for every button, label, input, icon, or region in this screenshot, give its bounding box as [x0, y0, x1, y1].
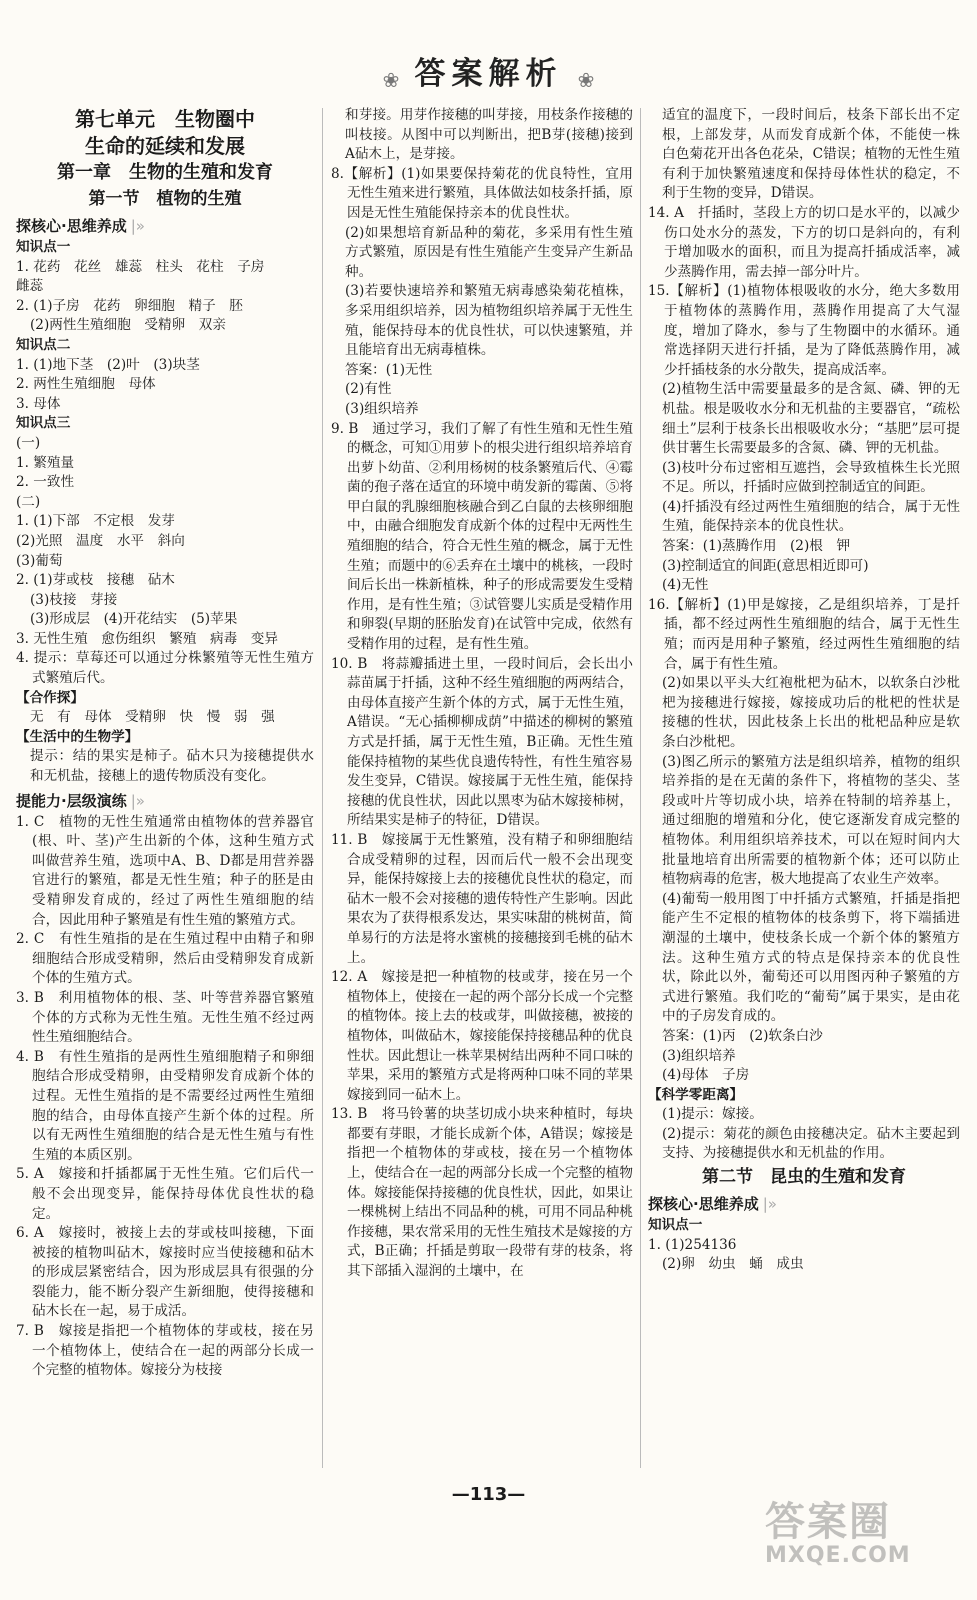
answer-line: 2. 两性生殖细胞 母体 — [16, 376, 156, 393]
question-answer: 5. A 嫁接和扦插都属于无性生殖。它们后代一般不会出现变异，能保持母体优良性状的稳定。 — [16, 1166, 314, 1222]
question-answer: 14. A 扦插时，茎段上方的切口是水平的，以减少伤口处水分的蒸发，下方的切口是斜向的，有利于增加吸水的面积，而且为提高扦插成活率，减少蒸腾作用，需去掉一部分叶片。 — [648, 204, 960, 280]
answer-line: 2. 一致性 — [16, 474, 75, 491]
answer-paragraph: (4)扦插没有经过两性生殖细胞的结合，属于无性生殖，能保持亲本的优良性状。 — [662, 498, 960, 535]
watermark-logo — [765, 1490, 955, 1580]
answer-paragraph: (2)提示：菊花的颜色由接穗决定。砧木主要起到支持、为接穗提供水和无机盐的作用。 — [662, 1125, 960, 1162]
answer-line: 4. 提示：草莓还可以通过分株繁殖等无性生殖方式繁殖后代。 — [16, 650, 314, 687]
answer-line: (二) — [16, 493, 41, 510]
question-answer: 1. C 植物的无性生殖通常由植物体的营养器官(根、叶、茎)产生出新的个体，这种生殖方式叫做营养生殖，选项中A、B、D都是用营养器官进行的繁殖，都是无性生殖；种子的胚是由受精卵发育成的，经过了两性生殖细胞的结合，因此用种子繁殖是有性生殖的繁殖方式。 — [16, 813, 314, 928]
answer-paragraph: (4)葡萄一般用图丁中扦插方式繁殖，扦插是指把能产生不定根的植物体的枝条剪下，将下端插进潮湿的土壤中，使枝条长成一个新个体的繁殖方法。这种生殖方式的特点是保持亲本的优良性状，除此以外，葡萄还可以用图丙种子繁殖的方式进行繁殖。我们吃的“葡萄”属于果实，是由花中的子房发育成的。 — [662, 890, 960, 1025]
answer-line: (2)卵 幼虫 蛹 成虫 — [662, 1256, 804, 1273]
answer-line: (3)葡萄 — [16, 552, 63, 569]
question-answer: 8.【解析】(1)如果要保持菊花的优良特性，宜用无性生殖来进行繁殖，具体做法如枝条扦插，原因是无性生殖能保持亲本的优良性状。 — [331, 165, 633, 221]
subsection-tag: 【生活中的生物学】 — [16, 728, 139, 745]
section-title: 第二节 昆虫的生殖和发育 — [702, 1167, 906, 1188]
answer-paragraph: 和芽接。用芽作接穗的叫芽接，用枝条作接穗的叫枝接。从图中可以判断出，把B芽(接穗)接到A砧木上，是芽接。 — [345, 107, 633, 163]
answer-paragraph: (3)若要快速培养和繁殖无病毒感染菊花植株，多采用组织培养，因为植物组织培养属于无性生殖，能保持母本的优良性状，可以快速繁殖，并且能培育出无病毒植株。 — [345, 283, 633, 359]
answer-line: (2)两性生殖细胞 受精卵 双亲 — [30, 317, 226, 334]
question-answer: 4. B 有性生殖指的是两性生殖细胞精子和卵细胞结合形成受精卵，由受精卵发育成新个体的过程。无性生殖指的是不需要经过两性生殖细胞的结合，由母体直接产生新个体的过程。所以有无两性生殖细胞的结合是无性生殖与有性生殖的本质区别。 — [16, 1048, 314, 1163]
page-header — [0, 48, 977, 93]
answer-line: (2)光照 温度 水平 斜向 — [16, 532, 185, 549]
answer-line: 2. (1)芽或枝 接穗 砧木 — [16, 572, 175, 589]
answer-paragraph: 适宜的温度下，一段时间后，枝条下部长出不定根，上部发芽，从而发育成新个体，不能使一株白色菊花开出各色花朵，C错误；植物的无性生殖有利于加快繁殖速度和保持母体性状的稳定，不利于生物的变异，D错误。 — [662, 107, 960, 202]
answer-paragraph: (2)如果以平头大红袍枇杷为砧木，以软条白沙枇杷为接穗进行嫁接，嫁接成功后的枇杷的性状是接穗的性状，因此枝条上长出的枇杷品种应是软条白沙枇杷。 — [662, 675, 960, 750]
question-answer: 2. C 有性生殖指的是在生殖过程中由精子和卵细胞结合形成受精卵，然后由受精卵发育成新个体的生殖方式。 — [16, 931, 314, 987]
section-banner — [16, 214, 314, 238]
knowledge-point-heading: 知识点一 — [16, 239, 71, 255]
answer-line: (4)无性 — [662, 577, 709, 594]
answer-line: 无 有 母体 受精卵 快 慢 弱 强 — [30, 709, 275, 726]
section-title: 第一节 植物的生殖 — [88, 189, 242, 209]
answer-line: (一) — [16, 434, 41, 451]
answer-line: 3. 无性生殖 愈伤组织 繁殖 病毒 变异 — [16, 630, 278, 647]
answer-line: 1. (1)254136 — [648, 1236, 737, 1253]
answer-line: 答案：(1)丙 (2)软条白沙 — [662, 1027, 823, 1044]
column-divider — [322, 108, 323, 1468]
question-answer: 13. B 将马铃薯的块茎切成小块来种植时，每块都要有芽眼，才能长成新个体，A错误；嫁接是指把一个植物体的芽或枝，接在另一个植物体上，使结合在一起的两部分长成一个完整的植物体。嫁接能保持接穗的优良性状，因此，如果让一棵桃树上结出不同品种的桃，可用不同品种桃作接穗，果农常采用的无性生殖技术是嫁接的方式，B正确；扦插是剪取一段带有芽的枝条，将其下部插入湿润的土壤中，在 — [331, 1106, 633, 1280]
column-1 — [16, 106, 314, 1476]
question-answer: 11. B 嫁接属于无性繁殖，没有精子和卵细胞结合成受精卵的过程，因而后代一般不会出现变异，能保持嫁接上去的接穗优良性状的稳定，而砧木一般不会对接穗的遗传特性产生影响。因此果农为了获得根系发达，果实味甜的桃树苗，简单易行的方法是将水蜜桃的接穗接到毛桃的砧木上。 — [331, 831, 633, 966]
chapter-title: 第一章 生物的生殖和发育 — [57, 162, 273, 183]
answer-line: (3)形成层 (4)开花结实 (5)苹果 — [30, 611, 238, 628]
answer-line: 答案：(1)蒸腾作用 (2)根 钾 — [662, 538, 851, 555]
banner-label: 探核心·思维养成 — [16, 217, 127, 235]
chevron-right-icon: |» — [762, 1195, 777, 1214]
answer-line: (3)控制适宜的间距(意思相近即可) — [662, 557, 869, 574]
answer-line: 1. 花药 花丝 雄蕊 柱头 花柱 子房 — [16, 258, 265, 275]
question-answer: 6. A 嫁接时，被接上去的芽或枝叫接穗，下面被接的植物叫砧木，嫁接时应当使接穗和砧木的形成层紧密结合，因为形成层具有很强的分裂能力，能不断分裂产生新细胞，使得接穗和砧木长在一起，易于成活。 — [16, 1225, 314, 1320]
answer-line: 2. (1)子房 花药 卵细胞 精子 胚 — [16, 297, 243, 314]
answer-line: (4)母体 子房 — [662, 1067, 750, 1084]
answer-paragraph: (1)提示：嫁接。 — [662, 1106, 763, 1123]
knowledge-point-heading: 知识点一 — [648, 1217, 703, 1234]
answer-line: 答案：(1)无性 — [345, 361, 433, 378]
question-answer: 10. B 将蒜瓣插进土里，一段时间后，会长出小蒜苗属于扦插，这种不经生殖细胞的两两结合，由母体直接产生新个体的方式，属于无性生殖，A错误。“无心插柳柳成荫”中描述的柳树的繁殖方式是扦插，属于无性生殖，B正确。无性生殖能保持植物的某些优良遗传特性，有性生殖容易发生变异，C错误。嫁接属于无性生殖，能保持接穗的优良性状，因此以黑枣为砧木嫁接柿树，所结果实是柿子的特征，D错误。 — [331, 655, 633, 829]
banner-label: 提能力·层级演练 — [16, 791, 127, 810]
subsection-tag: 【科学零距离】 — [648, 1086, 744, 1103]
answer-line: (3)组织培养 — [662, 1047, 736, 1064]
ornament-right-icon: ❀ — [577, 67, 595, 92]
answer-paragraph: (3)枝叶分布过密相互遮挡，会导致植株生长光照不足。所以，扦插时应做到控制适宜的间距。 — [662, 459, 960, 496]
answer-paragraph: (2)如果想培育新品种的菊花，多采用有性生殖方式繁殖，原因是有性生殖能产生变异产生新品种。 — [345, 224, 633, 280]
banner-label: 探核心·思维养成 — [648, 1195, 759, 1214]
question-answer: 9. B 通过学习，我们了解了有性生殖和无性生殖的概念，可知①用萝卜的根尖进行组织培养培育出萝卜幼苗、②利用杨树的枝条繁殖后代、④霉菌的孢子落在适宜的环境中萌发新的霉菌、⑤将甲白鼠的乳腺细胞核融合到乙白鼠的去核卵细胞中，由融合细胞发育成新个体的过程中无两性生殖细胞的结合，符合无性生殖的概念，属于无性生殖；而题中的⑥丢弃在土壤中的桃核，一段时间后长出一株新植株，种子的形成需要发生受精作用，是有性生殖；③试管婴儿实质是受精作用和卵裂(早期的胚胎发育)在试管中完成，依然有受精作用的过程，是有性生殖。 — [331, 420, 633, 653]
unit-title: 第七单元 生物圈中 — [75, 107, 255, 131]
question-answer: 7. B 嫁接是指把一个植物体的芽或枝，接在另一个植物体上，使结合在一起的两部分长成一个完整的植物体。嫁接分为枝接 — [16, 1323, 314, 1379]
unit-title: 生命的延续和发展 — [85, 134, 245, 158]
knowledge-point-heading: 知识点二 — [16, 336, 71, 353]
page-number: —113— — [451, 1484, 526, 1505]
answer-line: 1. (1)地下茎 (2)叶 (3)块茎 — [16, 356, 200, 373]
knowledge-point-heading: 知识点三 — [16, 415, 71, 432]
ornament-left-icon: ❀ — [382, 67, 400, 92]
chevron-right-icon: |» — [130, 791, 145, 810]
question-answer: 16.【解析】(1)甲是嫁接，乙是组织培养，丁是扦插，都不经过两性生殖细胞的结合，属于无性生殖；而丙是用种子繁殖，经过两性生殖细胞的结合，属于有性生殖。 — [648, 596, 960, 672]
answer-paragraph: (3)图乙所示的繁殖方法是组织培养，植物的组织培养指的是在无菌的条件下，将植物的茎尖、茎段或叶片等切成小块，培养在特制的培养基上，通过细胞的增殖和分化，使它逐渐发育成完整的植物体。利用组织培养技术，可以在短时间内大批量地培育出所需要的植物新个体；还可以防止植物病毒的危害，极大地提高了农业生产效率。 — [662, 753, 960, 888]
chevron-right-icon: |» — [130, 217, 145, 235]
watermark-text: 答案圈 — [765, 1499, 891, 1545]
answer-line: 1. 繁殖量 — [16, 454, 75, 471]
watermark-url: MXQE.COM — [765, 1543, 911, 1568]
answer-line: (3)枝接 芽接 — [30, 591, 118, 608]
answer-line: (3)组织培养 — [345, 400, 419, 417]
answer-line: 1. (1)下部 不定根 发芽 — [16, 513, 175, 530]
page-title: 答案解析 — [414, 56, 563, 92]
section-banner — [648, 1192, 960, 1216]
answer-paragraph: (2)植物生活中需要量最多的是含氮、磷、钾的无机盐。根是吸收水分和无机盐的主要器官，“疏松细土”层利于枝条长出根吸收水分；“基肥”层可提供甘薯生长需要最多的含氮、磷、钾的无机盐。 — [662, 381, 960, 457]
answer-line: 3. 母体 — [16, 395, 61, 412]
subsection-tag: 【合作探】 — [16, 689, 84, 706]
question-answer: 3. B 利用植物体的根、茎、叶等营养器官繁殖个体的方式称为无性生殖。无性生殖不经过两性生殖细胞结合。 — [16, 989, 314, 1046]
section-banner — [16, 789, 314, 813]
answer-paragraph: 提示：结的果实是柿子。砧木只为接穗提供水和无机盐，接穗上的遗传物质没有变化。 — [30, 748, 314, 785]
answer-line: 雌蕊 — [16, 278, 44, 295]
column-3 — [648, 106, 960, 1476]
column-divider — [640, 108, 641, 1468]
question-answer: 15.【解析】(1)植物体根吸收的水分，绝大多数用于植物体的蒸腾作用，蒸腾作用提高了大气湿度，增加了降水，参与了生物圈中的水循环。通常选择阴天进行扦插，是为了降低蒸腾作用，减少扦插枝条的水分散失，提高成活率。 — [648, 283, 960, 378]
question-answer: 12. A 嫁接是把一种植物的枝或芽，接在另一个植物体上，使接在一起的两个部分长成一个完整的植物体。接上去的枝或芽，叫做接穗，被接的植物体，叫做砧木，嫁接能保持接穗品种的优良性状。因此想让一株苹果树结出两种不同口味的苹果，采用的繁殖方式是将两种口味不同的苹果嫁接到同一砧木上。 — [331, 969, 633, 1103]
column-2 — [331, 106, 633, 1476]
answer-line: (2)有性 — [345, 381, 392, 398]
